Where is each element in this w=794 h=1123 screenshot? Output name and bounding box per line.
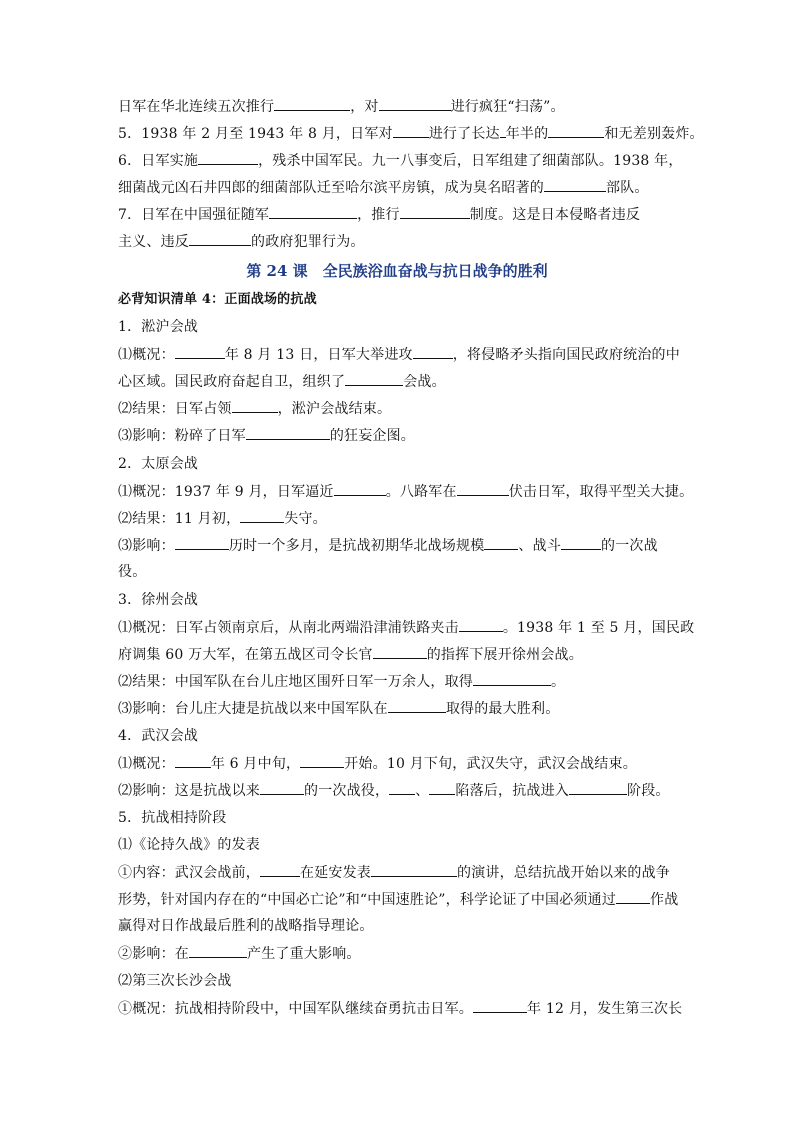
fill-blank[interactable] — [388, 699, 446, 713]
fill-blank[interactable] — [189, 232, 251, 246]
fill-blank[interactable] — [548, 124, 604, 138]
lesson-title: 第 24 课 全民族浴血奋战与抗日战争的胜利 — [246, 262, 548, 280]
text-segment: ①概况：抗战相持阶段中，中国军队继续奋勇抗击日军。 — [118, 1001, 473, 1017]
text-segment: 5．1938 年 2 月至 1943 年 8 月，日军对 — [118, 126, 393, 142]
section-heading — [118, 318, 688, 336]
text-line — [118, 944, 688, 963]
fill-blank[interactable] — [373, 645, 427, 659]
fill-blank[interactable] — [457, 482, 509, 496]
fill-blank[interactable] — [616, 890, 650, 904]
fill-blank[interactable] — [175, 754, 211, 768]
text-segment: 。 — [551, 674, 566, 690]
text-segment: 年半的 — [505, 126, 549, 142]
fill-blank[interactable] — [569, 781, 627, 795]
text-segment: 心区域。国民政府奋起自卫，组织了 — [118, 374, 346, 390]
text-segment: 。八路军在 — [385, 484, 457, 500]
text-segment: ，残杀中国军民。九一八事变后，日军组建了细菌部队。1938 年， — [258, 153, 683, 169]
text-segment: ，淞沪会战结束。 — [277, 401, 392, 417]
text-line — [118, 645, 688, 664]
text-segment: 细菌战元凶石井四郎的细菌部队迁至哈尔滨平房镇，成为臭名昭著的 — [118, 180, 544, 196]
fill-blank[interactable] — [260, 781, 304, 795]
subsection-heading — [118, 972, 688, 990]
fill-blank[interactable] — [389, 781, 415, 795]
text-segment: ①内容：武汉会战前， — [118, 865, 260, 881]
text-segment: 年 8 月 13 日，日军大举进攻 — [224, 347, 413, 363]
text-line — [118, 509, 688, 528]
text-segment: 形势，针对国内存在的“中国必亡论”和“中国速胜论”，科学论证了中国必须通过 — [118, 892, 617, 908]
text-segment: 年 6 月中旬， — [210, 756, 301, 772]
fill-blank[interactable] — [269, 205, 357, 219]
fill-blank[interactable] — [198, 151, 258, 165]
fill-blank[interactable] — [413, 345, 453, 359]
fill-blank[interactable] — [334, 482, 386, 496]
text-segment: 伏击日军，取得平型关大捷。 — [508, 484, 694, 500]
text-line — [118, 781, 688, 800]
text-segment: 和无差别轰炸。 — [604, 126, 704, 142]
text-segment: ⑵结果：11 月初， — [118, 511, 241, 527]
text-line — [118, 482, 694, 501]
fill-blank[interactable] — [473, 999, 527, 1013]
text-line — [118, 699, 688, 718]
fill-blank[interactable] — [400, 205, 470, 219]
text-line — [118, 917, 688, 935]
fill-blank[interactable] — [274, 97, 350, 111]
text-line — [118, 151, 688, 170]
fill-blank[interactable] — [473, 672, 551, 686]
text-segment: ⑴《论持久战》的发表 — [118, 837, 260, 853]
text-segment: 的狂妄企图。 — [329, 428, 416, 444]
text-segment: ②影响：在 — [118, 946, 189, 962]
text-segment: ⑶影响：台儿庄大捷是抗战以来中国军队在 — [118, 701, 388, 717]
fill-blank[interactable] — [544, 178, 606, 192]
text-line — [118, 345, 688, 364]
text-segment: 年 12 月，发生第三次长 — [527, 1001, 683, 1017]
text-segment: 主义、违反 — [118, 234, 189, 250]
text-segment: ⑵结果：中国军队在台儿庄地区围歼日军一万余人，取得 — [118, 674, 473, 690]
text-segment: ⑴概况：1937 年 9 月，日军逼近 — [118, 484, 334, 500]
text-segment: 、 — [415, 783, 430, 799]
text-segment: 的一次战 — [601, 538, 658, 554]
fill-blank[interactable] — [175, 536, 229, 550]
fill-blank[interactable] — [189, 944, 247, 958]
text-segment: 役。 — [118, 564, 147, 580]
text-segment: 日军在华北连续五次推行 — [118, 99, 275, 115]
text-line — [118, 372, 688, 391]
text-segment: 进行了长达 — [428, 126, 500, 142]
text-segment: ⑴概况： — [118, 756, 175, 772]
text-segment: 历时一个多月，是抗战初期华北战场规模 — [228, 538, 485, 554]
text-segment: ，推行 — [357, 207, 400, 223]
text-line — [118, 754, 688, 773]
text-segment: 的指挥下展开徐州会战。 — [426, 647, 583, 663]
text-segment: 4．武汉会战 — [118, 728, 199, 744]
text-segment: 、战斗 — [518, 538, 562, 554]
fill-blank[interactable] — [175, 345, 225, 359]
text-segment: 6．日军实施 — [118, 153, 199, 169]
fill-blank[interactable] — [260, 863, 300, 877]
text-line — [118, 399, 688, 418]
text-segment: 府调集 60 万大军，在第五战区司令长官 — [118, 647, 373, 663]
text-segment: 赢得对日作战最后胜利的战略指导理论。 — [118, 918, 374, 934]
text-segment: 进行疯狂“扫荡”。 — [450, 99, 565, 115]
text-segment: ⑵结果：日军占领 — [118, 401, 232, 417]
text-segment: 产生了重大影响。 — [247, 946, 361, 962]
text-segment: ⑵影响：这是抗战以来 — [118, 783, 260, 799]
text-line — [118, 536, 688, 555]
fill-blank[interactable] — [371, 863, 457, 877]
text-segment: 的一次战役， — [304, 783, 390, 799]
text-line — [118, 426, 688, 445]
text-segment: 的演讲，总结抗战开始以来的战争 — [457, 865, 670, 881]
fill-blank[interactable] — [345, 372, 403, 386]
text-segment: 取得的最大胜利。 — [445, 701, 560, 717]
fill-blank[interactable] — [561, 536, 601, 550]
section-heading — [118, 455, 688, 473]
text-line — [118, 890, 688, 909]
text-segment: 部队。 — [606, 180, 649, 196]
fill-blank[interactable] — [379, 97, 451, 111]
text-segment: ⑶影响：粉碎了日军 — [118, 428, 246, 444]
text-segment: 的政府犯罪行为。 — [251, 234, 365, 250]
text-segment: ⑵第三次长沙会战 — [118, 973, 232, 989]
fill-blank[interactable] — [393, 124, 429, 138]
text-segment: 1．淞沪会战 — [118, 319, 199, 335]
fill-blank[interactable] — [300, 754, 344, 768]
text-line — [118, 205, 688, 224]
fill-blank[interactable] — [240, 509, 284, 523]
text-line — [118, 232, 688, 251]
text-segment: 开始。10 月下旬，武汉失守，武汉会战结束。 — [344, 756, 637, 772]
text-line — [118, 672, 688, 691]
text-segment: ⑴概况：日军占领南京后，从南北两端沿津浦铁路夹击 — [118, 620, 459, 636]
text-segment: 会战。 — [403, 374, 446, 390]
text-line — [118, 618, 695, 637]
text-segment: ⑶影响： — [118, 538, 175, 554]
text-segment: 失守。 — [284, 511, 327, 527]
text-line — [118, 97, 688, 116]
text-line — [118, 999, 688, 1018]
fill-blank[interactable] — [459, 618, 503, 632]
text-segment: 。1938 年 1 至 5 月，国民政 — [502, 620, 695, 636]
fill-blank[interactable] — [429, 781, 455, 795]
text-line — [118, 124, 704, 143]
text-segment: 在延安发表 — [300, 865, 371, 881]
checklist-title: 必背知识清单 4：正面战场的抗战 — [118, 292, 317, 307]
section-heading — [118, 591, 688, 609]
fill-blank[interactable] — [232, 399, 278, 413]
fill-blank[interactable] — [484, 536, 518, 550]
text-segment: 2．太原会战 — [118, 456, 199, 472]
text-segment: ⑴概况： — [118, 347, 175, 363]
text-segment: 7．日军在中国强征随军 — [118, 207, 270, 223]
section-heading — [118, 809, 688, 827]
text-segment: ，对 — [350, 99, 379, 115]
text-segment: 3．徐州会战 — [118, 592, 199, 608]
text-line — [118, 178, 688, 197]
text-segment: ，将侵略矛头指向国民政府统治的中 — [452, 347, 680, 363]
text-segment: 阶段。 — [627, 783, 670, 799]
text-segment: 作战 — [650, 892, 679, 908]
text-segment: 5．抗战相持阶段 — [118, 810, 227, 826]
section-heading — [118, 727, 688, 745]
text-segment: 陷落后，抗战进入 — [455, 783, 570, 799]
text-segment: 制度。这是日本侵略者违反 — [469, 207, 641, 223]
text-line — [118, 863, 688, 882]
fill-blank[interactable] — [246, 426, 330, 440]
text-line — [118, 563, 688, 581]
subsection-heading — [118, 836, 688, 854]
